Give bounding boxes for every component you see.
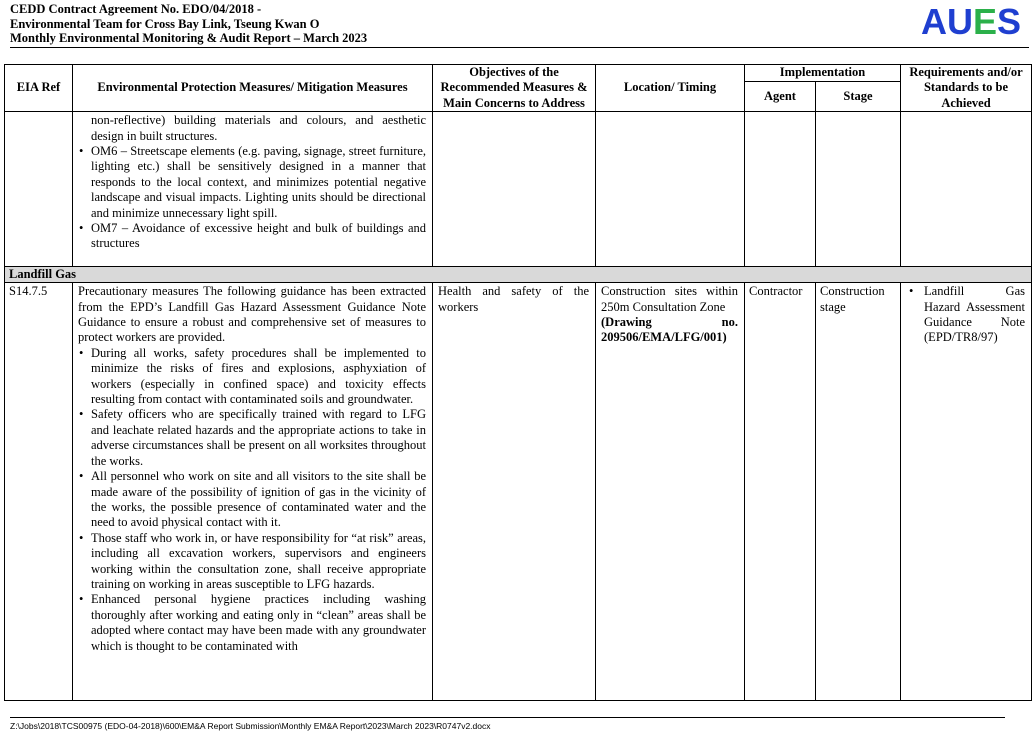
cell-objectives-empty bbox=[433, 112, 596, 267]
list-item: • OM6 – Streetscape elements (e.g. paving, signage, street furniture, lighting etc.) shall be sensitively designed in a manner that responds to the local context, and minimizes potential negative landscape and visual impacts. Lighting units should be directional and minimize unnecessary light spill. bbox=[78, 144, 426, 221]
mitigation-measures-table bbox=[4, 64, 1032, 701]
lfg-intro-text: Precautionary measures The following guidance has been extracted from the EPD’s Landfill Gas Hazard Assessment Guidance Note Guidance to ensure a robust and comprehensive set of measures to protect workers are provided. bbox=[78, 284, 426, 345]
cell-agent-empty bbox=[745, 112, 816, 267]
col-header-eia-ref: EIA Ref bbox=[5, 65, 73, 112]
col-header-measures: Environmental Protection Measures/ Mitigation Measures bbox=[73, 65, 433, 112]
contract-title: CEDD Contract Agreement No. EDO/04/2018 - bbox=[10, 2, 262, 16]
header-rule bbox=[10, 47, 1029, 48]
location-drawing: (Drawing no. 209506/EMA/LFG/001) bbox=[601, 315, 738, 345]
logo-part-au: AU bbox=[920, 1, 973, 42]
list-item: • All personnel who work on site and all visitors to the site shall be made aware of the possibility of ignition of gas in the vicinity of the works, the possible presence of contaminated water and the need to avoid physical contact with it. bbox=[78, 469, 426, 531]
cell-measures bbox=[73, 283, 433, 701]
cell-requirements-empty bbox=[901, 112, 1032, 267]
table-row-landfill-gas bbox=[5, 283, 1032, 701]
requirement-list bbox=[906, 284, 1025, 346]
aues-logo bbox=[921, 2, 1021, 42]
col-header-location: Location/ Timing bbox=[596, 65, 745, 112]
list-item: • Enhanced personal hygiene practices including washing thoroughly after working and eating only in “clean” areas shall be adopted where contact may have been made with any groundwater which is thought to be contaminated with bbox=[78, 592, 426, 654]
cell-agent: Contractor bbox=[745, 283, 816, 701]
header-row-1 bbox=[5, 65, 1032, 82]
list-item: • During all works, safety procedures shall be implemented to minimize the risks of fires and explosions, asphyxiation of workers (especially in confined space) and toxicity effects resulting from contact with contaminated soils and groundwater. bbox=[78, 346, 426, 408]
list-item: • Those staff who work in, or have responsibility for “at risk” areas, including all excavation workers, supervisors and engineers working within the consultation zone, shall receive appropriate training on working in areas susceptible to LFG hazards. bbox=[78, 531, 426, 593]
cell-objective: Health and safety of the workers bbox=[433, 283, 596, 701]
lfg-bullets bbox=[78, 346, 426, 654]
list-item: • OM7 – Avoidance of excessive height and bulk of buildings and structures bbox=[78, 221, 426, 252]
location-text: Construction sites within 250m Consultation Zone bbox=[601, 284, 738, 314]
file-path-footer: Z:\Jobs\2018\TCS00975 (EDO-04-2018)\600\EM&A Report Submission\Monthly EM&A Report\2023\March 2023\R0747v2.docx bbox=[10, 721, 491, 731]
continued-bullets bbox=[78, 144, 426, 252]
col-header-requirements: Requirements and/or Standards to be Achieved bbox=[901, 65, 1032, 112]
cell-measures-continued bbox=[73, 112, 433, 267]
cell-requirement bbox=[901, 283, 1032, 701]
footer-rule bbox=[10, 717, 1005, 718]
cell-stage-empty bbox=[816, 112, 901, 267]
cell-stage: Construction stage bbox=[816, 283, 901, 701]
cell-location-empty bbox=[596, 112, 745, 267]
report-header bbox=[10, 2, 1023, 48]
section-row-landfill-gas bbox=[5, 267, 1032, 283]
logo-part-e: E bbox=[972, 1, 997, 42]
logo-part-s: S bbox=[996, 1, 1021, 42]
continued-text: non-reflective) building materials and colours, and aesthetic design in built structures. bbox=[91, 113, 426, 143]
list-item: • Safety officers who are specifically trained with regard to LFG and leachate related hazards and the appropriate actions to take in adverse circumstances shall be present on all worksites throughout the works. bbox=[78, 407, 426, 469]
col-header-implementation: Implementation bbox=[745, 65, 901, 82]
table-row-continued bbox=[5, 112, 1032, 267]
cell-ref-empty bbox=[5, 112, 73, 267]
col-header-agent: Agent bbox=[745, 82, 816, 112]
team-title: Environmental Team for Cross Bay Link, Tseung Kwan O bbox=[10, 16, 320, 31]
col-header-stage: Stage bbox=[816, 82, 901, 112]
report-title: Monthly Environmental Monitoring & Audit Report – March 2023 bbox=[10, 31, 368, 45]
list-item: • Landfill Gas Hazard Assessment Guidance Note (EPD/TR8/97) bbox=[906, 284, 1025, 346]
section-title: Landfill Gas bbox=[5, 267, 1032, 283]
cell-eia-ref: S14.7.5 bbox=[5, 283, 73, 701]
col-header-objectives: Objectives of the Recommended Measures & Main Concerns to Address bbox=[433, 65, 596, 112]
cell-location bbox=[596, 283, 745, 701]
